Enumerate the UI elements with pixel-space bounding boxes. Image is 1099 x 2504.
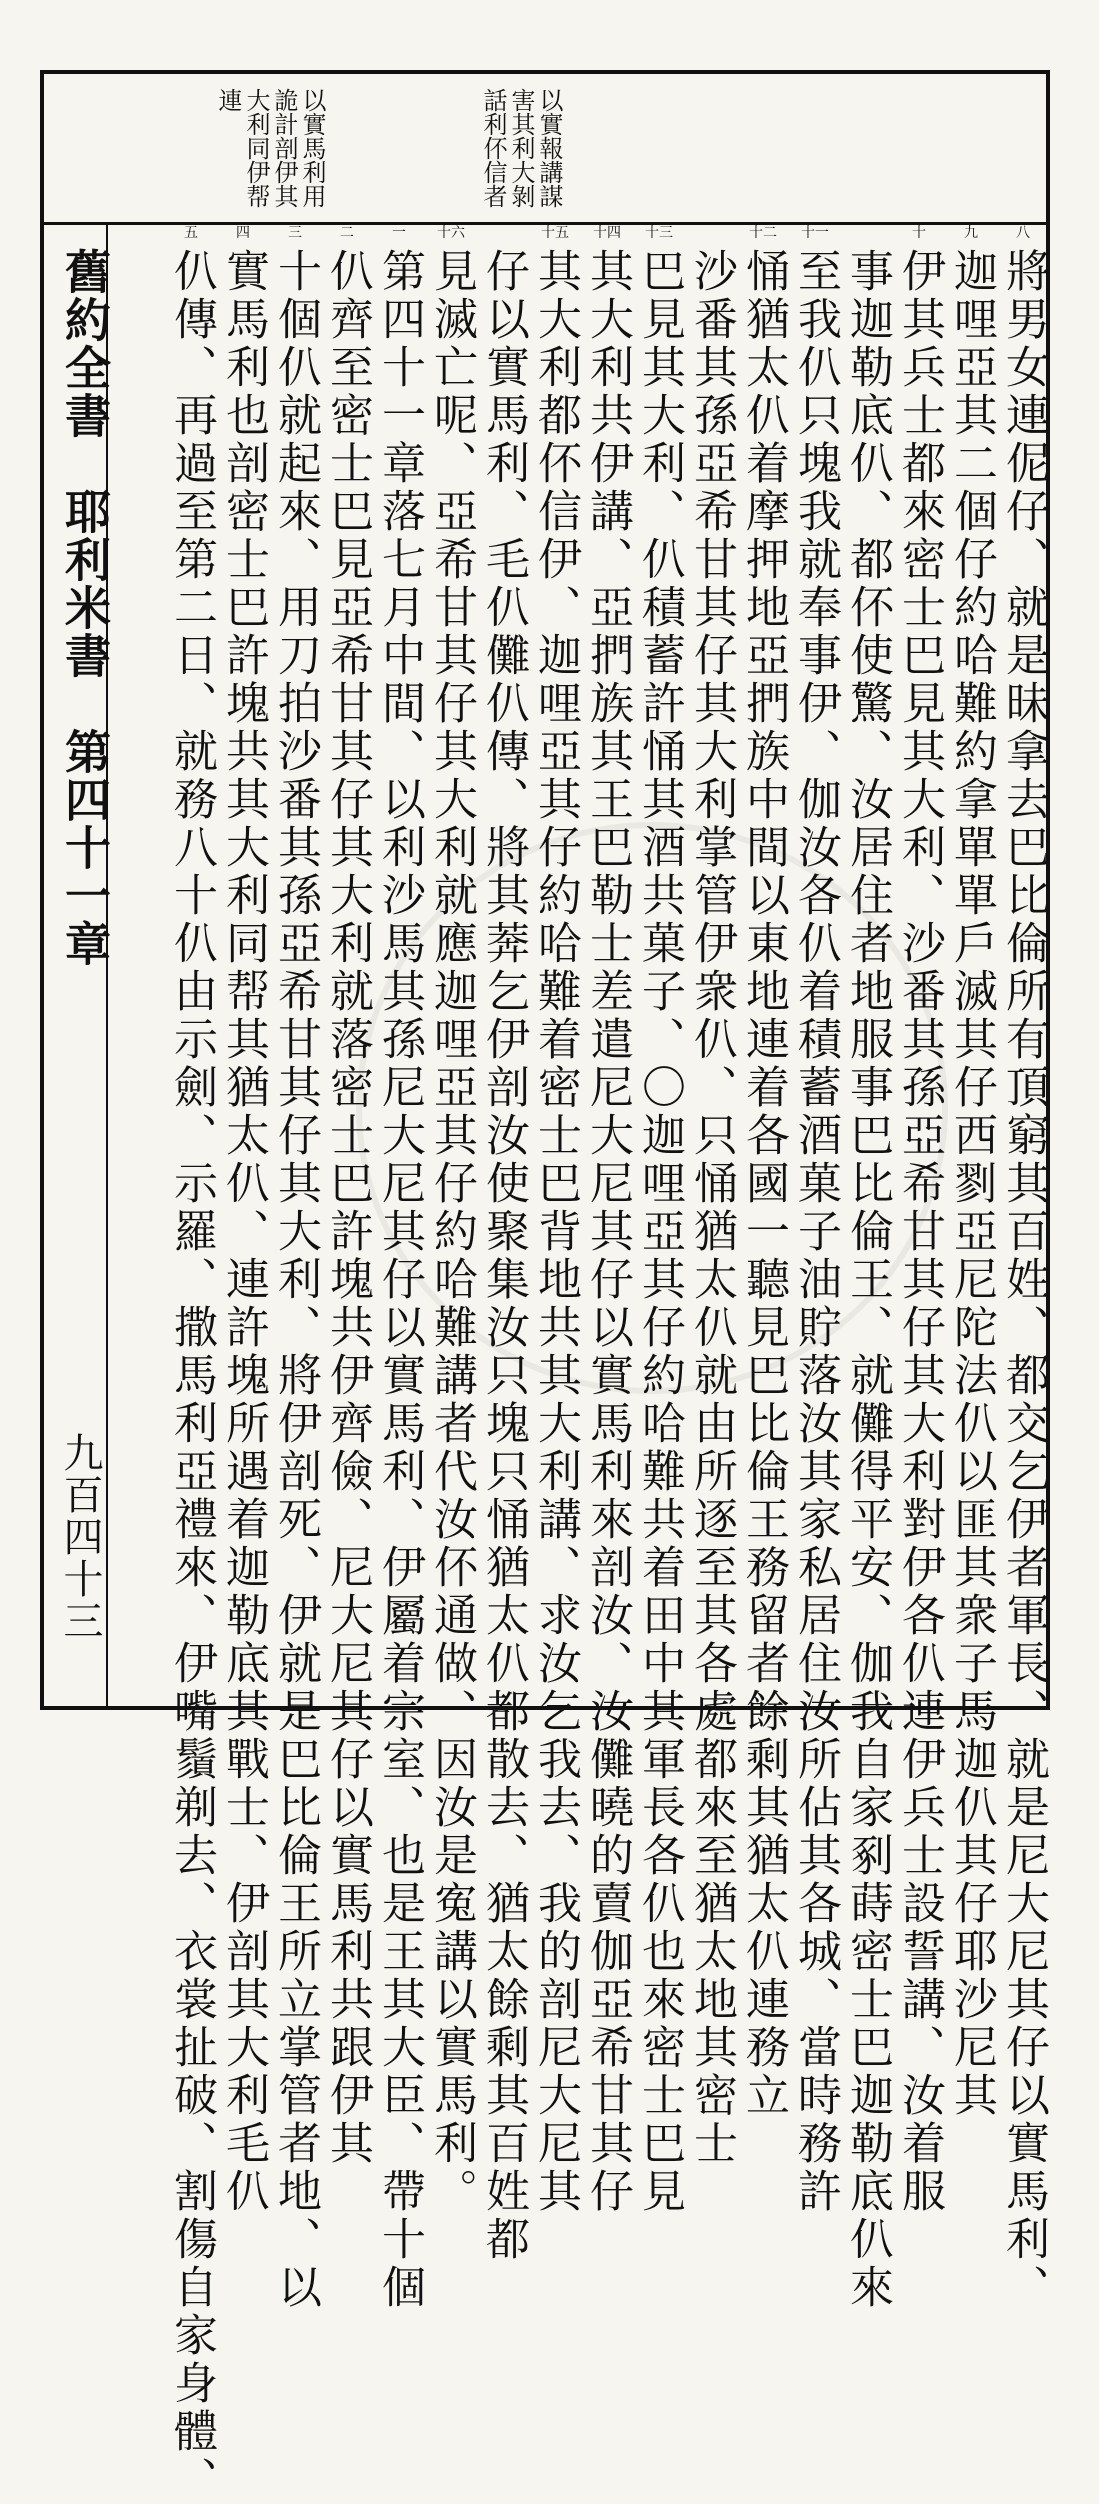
text-column: 悀猶太仈着摩押地亞捫族中間以東地連着各國一聽見巴比倫王務留者餘剩其猶太仈連務立: [738, 248, 789, 2120]
verse-mark: 十四: [593, 225, 621, 241]
text-column: 見滅亡呢、亞希甘其仔其大利就應迦哩亞其仔約哈難講者代汝伓通做、因汝是寃講以實馬利。: [426, 248, 477, 2216]
running-title: 舊約全書 耶利米書 第四十一章: [58, 248, 112, 968]
text-column: 將男女連伲仔、就是昧拿去巴比倫所有頂窮其百姓、都交乞伊者軍長、就是尼大尼其仔以實馬利、: [998, 248, 1049, 2312]
text-column: 仔以實馬利、毛仈儺仈傳、將其莾乞伊剖汝使聚集汝只塊只悀猶太仈都散去、猶太餘剩其百姓都: [478, 248, 529, 2264]
verse-mark: 四: [236, 225, 250, 241]
text-column: 十個仈就起來、用刀拍沙番其孫亞希甘其仔其大利、將伊剖死、伊就是巴比倫王所立掌管者地、以: [270, 248, 321, 2312]
text-column: 伊其兵士都來密士巴見其大利、沙番其孫亞希甘其仔其大利對伊各仈連伊兵士設誓講、汝着服: [894, 248, 945, 2216]
text-column: 仈齊至密士巴見亞希甘其仔其大利就落密士巴許塊共伊齊儉、尼大尼其仔以實馬利共跟伊其: [322, 248, 373, 2168]
verse-mark: 九: [964, 225, 978, 241]
text-column: 沙番其孫亞希甘其仔其大利掌管伊衆仈、只悀猶太仈就由所逐至其各處都來至猶太地其密士: [686, 248, 737, 2168]
page-frame: [40, 70, 1050, 2504]
text-column: 其大利共伊講、亞捫族其王巴勒士差遣尼大尼其仔以實馬利來剖汝、汝儺曉的賣伽亞希甘其仔: [582, 248, 633, 2216]
verse-mark: 十: [912, 225, 926, 241]
text-column: 實馬利也剖密士巴許塊共其大利同帮其猶太仈、連許塊所遇着迦勒底其戰士、伊剖其大利毛仈: [218, 248, 269, 2216]
verse-mark: 十二: [749, 225, 777, 241]
text-body: [106, 222, 1049, 2504]
verse-mark: 五: [184, 225, 198, 241]
verse-mark: 三: [288, 225, 302, 241]
text-column: 事迦勒底仈、都伓使驚、汝居住者地服事巴比倫王、就儺得平安、伽我自家剢蒔密士巴迦勒底仈來: [842, 248, 893, 2312]
text-column: 其大利都伓信伊、迦哩亞其仔約哈難着密士巴背地共其大利講、求汝乞我去、我的剖尼大尼其: [530, 248, 581, 2216]
running-head: [44, 222, 112, 1706]
page-number: 九百四十三: [57, 1432, 103, 1642]
verse-mark: 一: [392, 225, 406, 241]
verse-mark: 十一: [801, 225, 829, 241]
verse-mark: 八: [1016, 225, 1030, 241]
verse-mark: 二: [340, 225, 354, 241]
verse-mark: 十六: [437, 225, 465, 241]
headnote: 以實報講謀害其利大剝話利伓信者: [479, 88, 563, 208]
text-column: 迦哩亞其二個仔約哈難約拿單單戶滅其仔西剹亞尼陀法仈以匪其衆子馬迦仈其仔耶沙尼其: [946, 248, 997, 2120]
headnote: 以實馬利用詭計剖伊其大利同伊帮連: [214, 88, 326, 208]
verse-mark: 十五: [541, 225, 569, 241]
text-column: 至我仈只塊我就奉事伊、伽汝各仈着積蓄酒菓子油貯落汝其家私居住汝所佔其各城、當時務許: [790, 248, 841, 2216]
text-column: 第四十一章落七月中間、以利沙馬其孫尼大尼其仔以實馬利、伊屬着宗室、也是王其大臣、帶十個: [374, 248, 425, 2312]
verse-mark: 十三: [645, 225, 673, 241]
headnote-band: [44, 74, 1046, 225]
text-column: 仈傳、再過至第二日、就務八十仈由示劍、示羅、撒馬利亞禮來、伊嘴鬚剃去、衣裳扯破、割傷自家身體、: [166, 248, 217, 2504]
text-column: 巴見其大利、仈積蓄許悀其酒共菓子、〇迦哩亞其仔約哈難共着田中其軍長各仈也來密士巴見: [634, 248, 685, 2216]
